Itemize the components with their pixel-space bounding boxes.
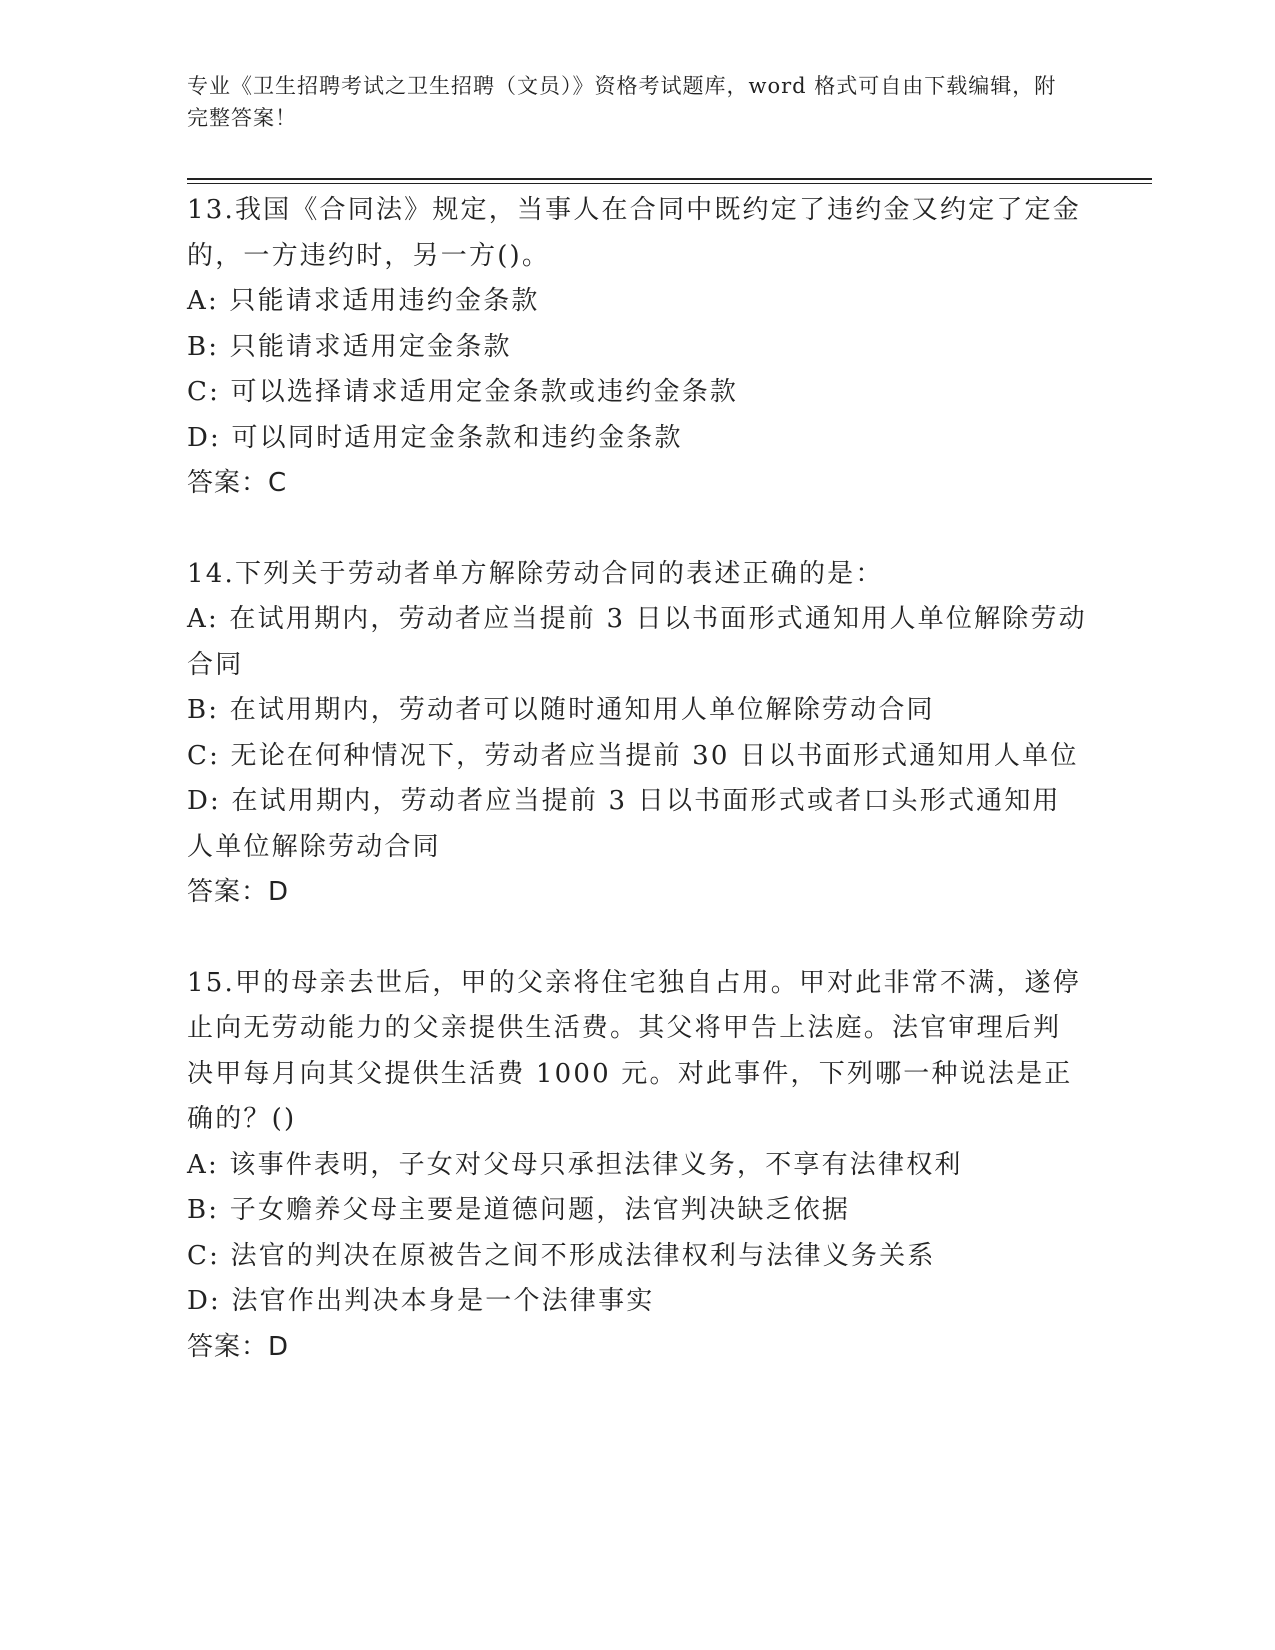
option-b: B: 子女赡养父母主要是道德问题，法官判决缺乏依据 xyxy=(187,1195,851,1225)
answer-line: 答案：C xyxy=(187,468,288,498)
option-d: D: 在试用期内，劳动者应当提前 3 日以书面形式或者口头形式通知用人单位解除劳动合同 xyxy=(187,786,1061,862)
question-spacer xyxy=(187,507,1087,552)
header-divider-thin xyxy=(187,183,1152,184)
option-a: A: 在试用期内，劳动者应当提前 3 日以书面形式通知用人单位解除劳动合同 xyxy=(187,604,1087,680)
option-b: B: 只能请求适用定金条款 xyxy=(187,331,512,362)
option-a: A: 该事件表明，子女对父母只承担法律义务，不享有法律权利 xyxy=(187,1149,963,1180)
option-c: C: 无论在何种情况下，劳动者应当提前 30 日以书面形式通知用人单位 xyxy=(187,740,1079,771)
header-divider-thick xyxy=(187,178,1152,180)
question-stem: 14.下列关于劳动者单方解除劳动合同的表述正确的是： xyxy=(187,558,884,589)
answer-line: 答案：D xyxy=(187,877,290,907)
option-d: D: 可以同时适用定金条款和违约金条款 xyxy=(187,422,683,453)
question-stem: 13.我国《合同法》规定，当事人在合同中既约定了违约金又约定了定金的，一方违约时，另一方()。 xyxy=(187,195,1081,271)
question-13 xyxy=(187,188,1087,507)
document-header: 专业《卫生招聘考试之卫生招聘（文员）》资格考试题库，word 格式可自由下载编辑，附完整答案！ xyxy=(187,74,1057,130)
answer-line: 答案：D xyxy=(187,1331,290,1362)
option-b: B: 在试用期内，劳动者可以随时通知用人单位解除劳动合同 xyxy=(187,695,935,725)
option-a: A: 只能请求适用违约金条款 xyxy=(187,286,540,316)
question-15 xyxy=(187,961,1087,1371)
question-list xyxy=(187,188,1087,1370)
question-stem: 15.甲的母亲去世后，甲的父亲将住宅独自占用。甲对此非常不满，遂停止向无劳动能力的父亲提供生活费。其父将甲告上法庭。法官审理后判决甲每月向其父提供生活费 1000 元。对此事件，下列哪一种说法是正确的？() xyxy=(187,967,1081,1134)
option-c: C: 可以选择请求适用定金条款或违约金条款 xyxy=(187,377,739,407)
question-14 xyxy=(187,552,1087,916)
option-c: C: 法官的判决在原被告之间不形成法律权利与法律义务关系 xyxy=(187,1240,936,1271)
question-spacer xyxy=(187,916,1087,961)
option-d: D: 法官作出判决本身是一个法律事实 xyxy=(187,1286,655,1316)
